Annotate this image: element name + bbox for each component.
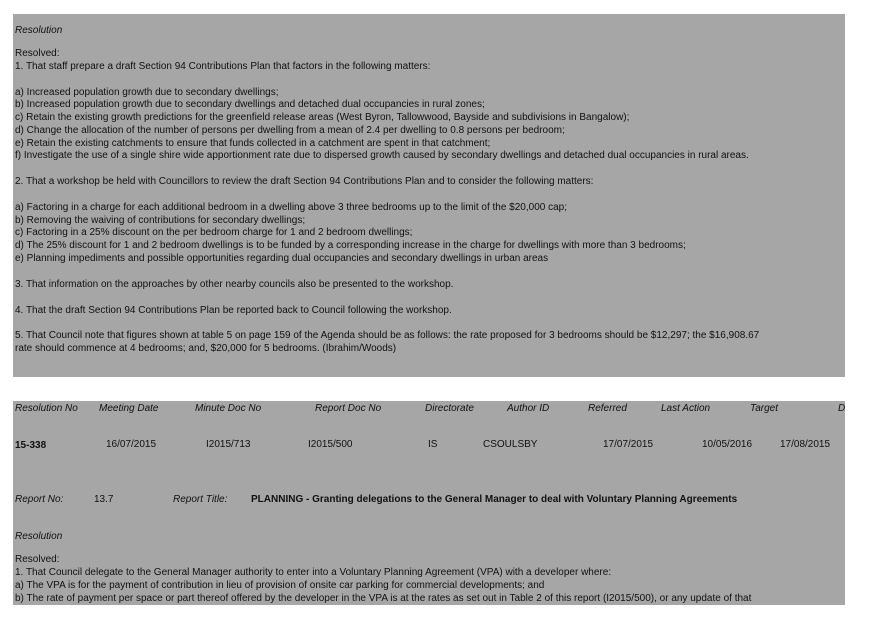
col-header-report-doc-no: Report Doc No: [315, 403, 382, 414]
sub-item: d) The 25% discount for 1 and 2 bedroom dwellings is to be funded by a corresponding increase in the charge for dwellings with more than 3 bedrooms;: [15, 240, 686, 251]
cell-author-id: CSOULSBY: [483, 439, 538, 450]
resolved-label: Resolved:: [15, 48, 60, 59]
sub-item: c) Factoring in a 25% discount on the per bedroom charge for 1 and 2 bedroom dwellings;: [15, 227, 413, 238]
cell-directorate: IS: [428, 439, 438, 450]
sub-item: c) Retain the existing growth predictions for the greenfield release areas (West Byron, Tallowwood, Bayside and subdivisions in Bangalow);: [15, 112, 630, 123]
cell-resolution-no: 15-338: [15, 440, 47, 451]
resolution-heading: Resolution: [15, 531, 63, 542]
col-header-author-id: Author ID: [507, 403, 550, 414]
cell-minute-doc-no: I2015/713: [206, 439, 251, 450]
cell-target: 17/08/2015: [780, 439, 831, 450]
col-header-target: Target: [750, 403, 778, 414]
cell-meeting-date: 16/07/2015: [106, 439, 157, 450]
col-header-referred: Referred: [588, 403, 627, 414]
cell-referred: 17/07/2015: [603, 439, 654, 450]
col-header-meeting-date: Meeting Date: [99, 403, 159, 414]
col-header-minute-doc-no: Minute Doc No: [195, 403, 262, 414]
sub-item: e) Planning impediments and possible opportunities regarding dual occupancies and secondary dwellings in urban areas: [15, 253, 549, 264]
col-header-directorate: Directorate: [425, 403, 474, 414]
col-header-resolution-no: Resolution No: [15, 403, 78, 414]
resolution-item-1: 1. That Council delegate to the General Manager authority to enter into a Voluntary Planning Agreement (VPA) with a developer where:: [15, 567, 612, 578]
report-no-value: 13.7: [94, 494, 114, 505]
resolution-heading: Resolution: [15, 25, 63, 36]
sub-item: b) Increased population growth due to secondary dwellings and detached dual occupancies in rural zones;: [15, 99, 485, 110]
sub-item: e) Retain the existing catchments to ensure that funds collected in a catchment are spent in that catchment;: [15, 138, 491, 149]
resolution-item-5: 5. That Council note that figures shown at table 5 on page 159 of the Agenda should be as follows: the rate proposed for 3 bedrooms should be $12,297; the $16,908.67: [15, 330, 760, 341]
cell-report-doc-no: I2015/500: [308, 439, 353, 450]
sub-item: d) Change the allocation of the number of persons per dwelling from a mean of 2.4 per dwelling to 0.8 persons per bedroom;: [15, 125, 565, 136]
sub-item: b) Removing the waiving of contributions for secondary dwellings;: [15, 215, 306, 226]
resolved-label: Resolved:: [15, 554, 60, 565]
report-title-label: Report Title:: [173, 494, 228, 505]
col-header-last-action: Last Action: [661, 403, 711, 414]
col-header-cut: D: [838, 403, 846, 414]
sub-item: a) Factoring in a charge for each additional bedroom in a dwelling above 3 three bedrooms up to the limit of the $20,000 cap;: [15, 202, 568, 213]
resolution-item-5-cont: rate should commence at 4 bedrooms; and, $20,000 for 5 bedrooms. (Ibrahim/Woods): [15, 343, 397, 354]
resolution-item-3: 3. That information on the approaches by other nearby councils also be presented to the workshop.: [15, 279, 454, 290]
resolution-item-2: 2. That a workshop be held with Councillors to review the draft Section 94 Contributions Plan and to consider the following matters:: [15, 176, 594, 187]
sub-item: a) Increased population growth due to secondary dwellings;: [15, 87, 279, 98]
resolution-item-4: 4. That the draft Section 94 Contributions Plan be reported back to Council following the workshop.: [15, 305, 452, 316]
resolution-item-1: 1. That staff prepare a draft Section 94 Contributions Plan that factors in the following matters:: [15, 61, 431, 72]
report-no-label: Report No:: [15, 494, 64, 505]
sub-item: a) The VPA is for the payment of contribution in lieu of provision of onsite car parking for commercial developments; and: [15, 580, 545, 591]
cell-last-action: 10/05/2016: [702, 439, 753, 450]
report-title-value: PLANNING - Granting delegations to the General Manager to deal with Voluntary Planning Agreements: [251, 494, 738, 505]
sub-item: f) Investigate the use of a single shire wide apportionment rate due to dispersed growth caused by secondary dwellings and detached dual occupancies in rural areas.: [15, 150, 749, 161]
sub-item: b) The rate of payment per space or part thereof offered by the developer in the VPA is at the rates as set out in Table 2 of this report (I2015/500), or any update of that: [15, 593, 752, 604]
